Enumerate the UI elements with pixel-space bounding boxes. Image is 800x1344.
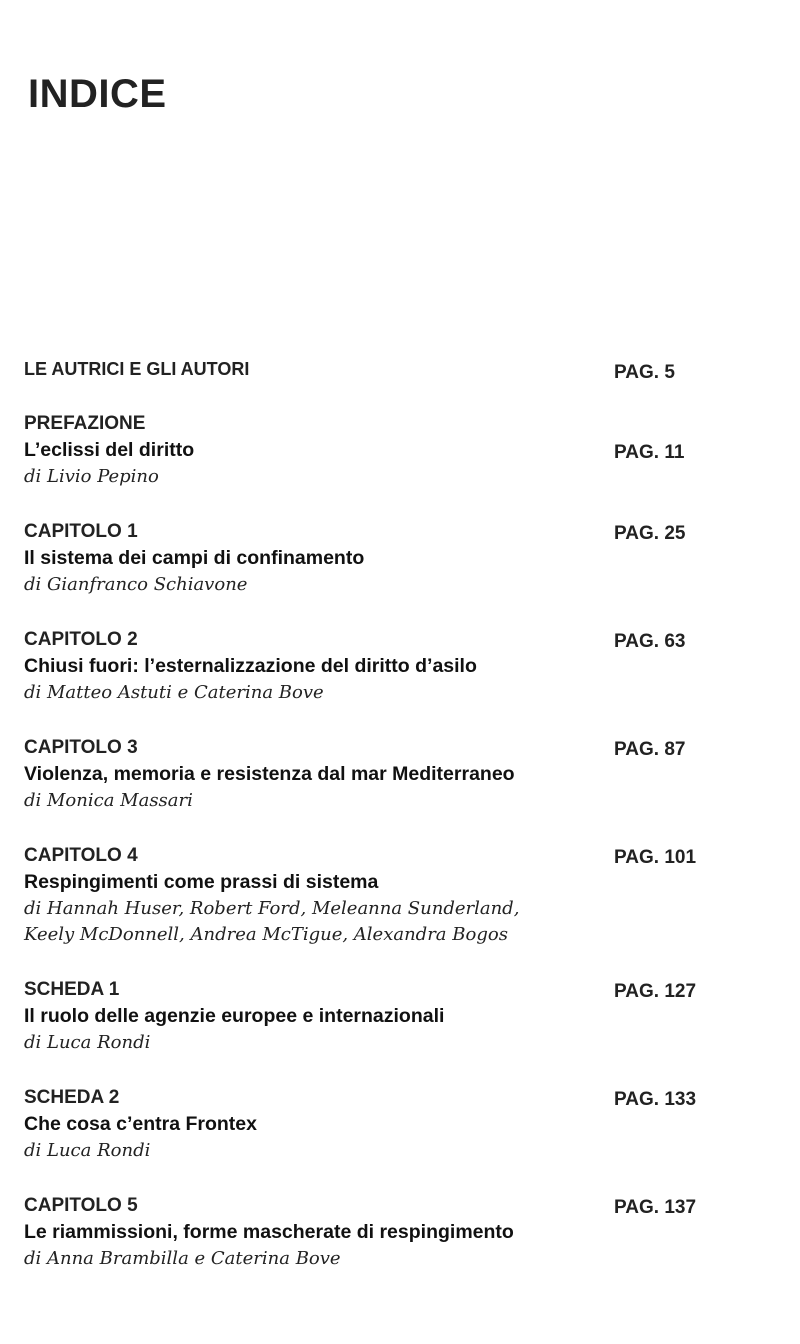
toc-entry-title: Chiusi fuori: l’esternalizzazione del diritto d’asilo <box>24 655 477 677</box>
toc-entry-label: SCHEDA 2 <box>24 1087 120 1108</box>
toc-entry-label: CAPITOLO 4 <box>24 845 138 866</box>
toc-entry-label: PREFAZIONE <box>24 413 146 434</box>
toc-entry-label: CAPITOLO 1 <box>24 521 138 542</box>
toc-entry-page: PAG. 127 <box>614 981 697 1002</box>
toc-entry-authors: di Luca Rondi <box>24 1032 151 1053</box>
toc-entry-title: Il ruolo delle agenzie europee e internazionali <box>24 1005 445 1027</box>
toc-entry-title: L’eclissi del diritto <box>24 439 195 461</box>
toc-entry-authors: di Gianfranco Schiavone <box>24 574 248 595</box>
toc-entry-authors: Keely McDonnell, Andrea McTigue, Alexandra Bogos <box>24 924 508 945</box>
toc-entry-capitolo-2 <box>24 626 724 734</box>
toc-entry-title: Che cosa c’entra Frontex <box>24 1113 257 1135</box>
toc-entry-title: Respingimenti come prassi di sistema <box>24 871 379 893</box>
toc-entry-scheda-2 <box>24 1084 724 1192</box>
toc-entry-authors: di Anna Brambilla e Caterina Bove <box>24 1248 341 1269</box>
toc-entry-authors: di Matteo Astuti e Caterina Bove <box>24 682 324 703</box>
toc-entry-page: PAG. 25 <box>614 523 686 544</box>
toc-entry-autori <box>24 356 724 410</box>
toc-entry-authors: di Monica Massari <box>24 790 193 811</box>
toc-entry-capitolo-5 <box>24 1192 724 1300</box>
toc-entry-page: PAG. 87 <box>614 739 686 760</box>
table-of-contents <box>24 356 724 1300</box>
toc-entry-title: Violenza, memoria e resistenza dal mar Mediterraneo <box>24 763 515 785</box>
toc-entry-capitolo-3 <box>24 734 724 842</box>
toc-entry-label: CAPITOLO 5 <box>24 1195 138 1216</box>
toc-entry-page: PAG. 11 <box>614 442 685 463</box>
toc-entry-page: PAG. 63 <box>614 631 686 652</box>
page-title: INDICE <box>28 72 167 116</box>
toc-entry-label: SCHEDA 1 <box>24 979 120 1000</box>
toc-entry-authors: di Hannah Huser, Robert Ford, Meleanna Sunderland, <box>24 898 520 919</box>
toc-entry-authors: di Livio Pepino <box>24 466 159 487</box>
toc-entry-page: PAG. 101 <box>614 847 697 868</box>
toc-entry-label: CAPITOLO 3 <box>24 737 138 758</box>
toc-entry-capitolo-1 <box>24 518 724 626</box>
toc-entry-page: PAG. 133 <box>614 1089 697 1110</box>
toc-entry-title: Le riammissioni, forme mascherate di respingimento <box>24 1221 514 1243</box>
toc-entry-page: PAG. 5 <box>614 362 675 383</box>
toc-entry-title: Il sistema dei campi di confinamento <box>24 547 365 569</box>
toc-entry-authors: di Luca Rondi <box>24 1140 151 1161</box>
toc-entry-prefazione <box>24 410 724 518</box>
toc-entry-label: CAPITOLO 2 <box>24 629 138 650</box>
toc-entry-label: LE AUTRICI E GLI AUTORI <box>24 359 250 379</box>
toc-entry-capitolo-4 <box>24 842 724 976</box>
toc-entry-page: PAG. 137 <box>614 1197 697 1218</box>
toc-entry-scheda-1 <box>24 976 724 1084</box>
